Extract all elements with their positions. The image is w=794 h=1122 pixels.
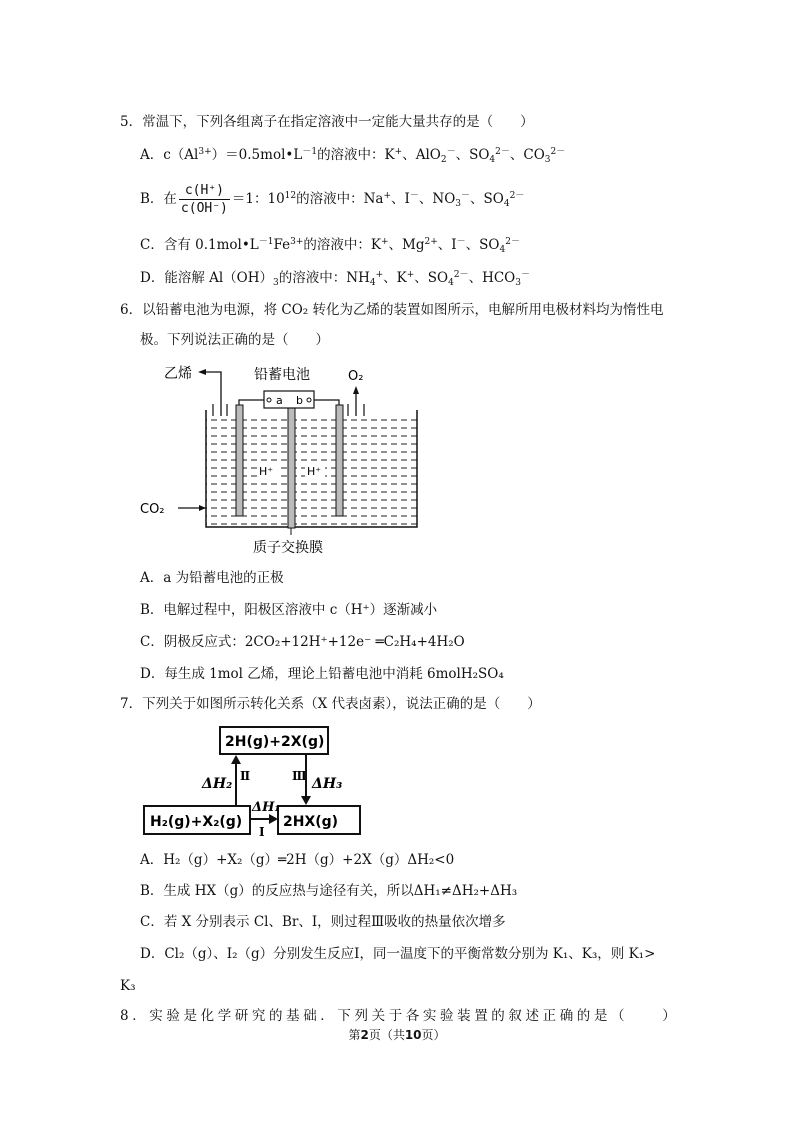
q6-stem-line2: 极。下列说法正确的是（ ） (140, 332, 329, 348)
page-footer: 第2页（共10页） (348, 1028, 446, 1042)
arrow-process-1 (269, 814, 278, 824)
reactants-label: H₂(g)+X₂(g) (150, 814, 243, 830)
q5-option-c: C．含有 $0.1mol•L^{-1}Fe^{3+}$的溶液中：K+、$Mg^{2+}$、I－、$SO_4^{2-}$ (140, 237, 520, 255)
q5-option-b: B．在 $\frac{c(H^+)}{c(OH^-)}$ ＝1：$10^{12}$的溶液中：Na+、I－、$NO_3^-$、$SO_4^{2-}$ (140, 183, 525, 216)
proton-left-label: H⁺ (259, 465, 274, 478)
q6-option-a: A．a 为铅蓄电池的正极 (140, 570, 284, 586)
q6-option-d: D．每生成 1mol 乙烯，理论上铅蓄电池中消耗 6molH₂SO₄ (140, 666, 504, 682)
q5-option-d: D．能溶解 $Al(OH)_3$的溶液中：$NH_4^+$、K+、$SO_4^{2-}$、$HCO_3^-$ (140, 270, 530, 288)
roman-3-label: Ⅲ (292, 769, 307, 783)
delta-h2-label: ΔH₂ (202, 776, 233, 792)
left-electrode (236, 405, 243, 516)
arrow-process-3 (301, 796, 311, 805)
q5-option-a: A．$c(Al^{3+})=0.5mol•L^{-1}$的溶液中：K+、AlO$_2$－、$SO_4^{2-}$、$CO_3^{2-}$ (140, 147, 566, 165)
oxygen-label: O₂ (348, 369, 364, 384)
co2-label: CO₂ (140, 502, 165, 517)
membrane-label: 质子交换膜 (253, 540, 323, 556)
proton-exchange-membrane (288, 405, 295, 528)
product-label: 2HX(g) (283, 814, 339, 830)
page-number: 2 (360, 1028, 369, 1042)
lead-acid-battery (264, 391, 314, 408)
battery-terminal-b: b (296, 394, 303, 407)
q7-option-a: A．H₂（g）+X₂（g）═2H（g）+2X（g）ΔH₂<0 (140, 852, 455, 868)
delta-h1-label: ΔH₁ (252, 800, 281, 815)
ethylene-label: 乙烯 (164, 366, 192, 382)
right-electrode (336, 405, 343, 516)
arrow-process-2 (231, 755, 241, 764)
battery-label: 铅蓄电池 (254, 367, 310, 383)
total-pages: 10 (404, 1028, 422, 1042)
q5-stem: 5．常温下，下列各组离子在指定溶液中一定能大量共存的是（ ） (120, 114, 534, 130)
q6-option-c: C．阴极反应式：2CO₂+12H⁺+12e⁻ ═C₂H₄+4H₂O (140, 634, 465, 650)
q7-option-c: C．若 X 分别表示 Cl、Br、I，则过程Ⅲ吸收的热量依次增多 (140, 914, 506, 930)
electrolysis-apparatus-figure (130, 360, 430, 560)
concentration-ratio-fraction: $\frac{c(H^+)}{c(OH^-)}$ (180, 183, 228, 216)
battery-terminal-a: a (276, 394, 283, 407)
q8-stem: 8．实验是化学研究的基础．下列关于各实验装置的叙述正确的是（ ） (120, 1008, 680, 1024)
q7-option-d-line2: K₃ (120, 978, 136, 994)
q7-option-b: B．生成 HX（g）的反应热与途径有关，所以ΔH₁≠ΔH₂+ΔH₃ (140, 883, 518, 899)
atoms-label: 2H(g)+2X(g) (225, 734, 325, 750)
delta-h3-label: ΔH₃ (312, 776, 343, 792)
ethylene-outlet-arrow (198, 369, 206, 375)
q7-stem: 7．下列关于如图所示转化关系（X 代表卤素），说法正确的是（ ） (120, 696, 541, 712)
roman-1-label: Ⅰ (259, 825, 265, 839)
energy-cycle-figure (140, 722, 380, 842)
q6-option-b: B．电解过程中，阳极区溶液中 c（H⁺）逐渐减小 (140, 602, 438, 618)
q7-option-d-line1: D．Cl₂（g）、I₂（g）分别发生反应Ⅰ，同一温度下的平衡常数分别为 K₁、K₃，则 K₁> (140, 946, 656, 962)
proton-right-label: H⁺ (307, 465, 322, 478)
roman-2-label: Ⅱ (240, 769, 251, 783)
oxygen-outlet-arrow (353, 386, 359, 394)
co2-inlet-arrow (199, 505, 206, 511)
q6-stem-line1: 6．以铅蓄电池为电源，将 CO₂ 转化为乙烯的装置如图所示，电解所用电极材料均为惰性电 (120, 302, 664, 318)
